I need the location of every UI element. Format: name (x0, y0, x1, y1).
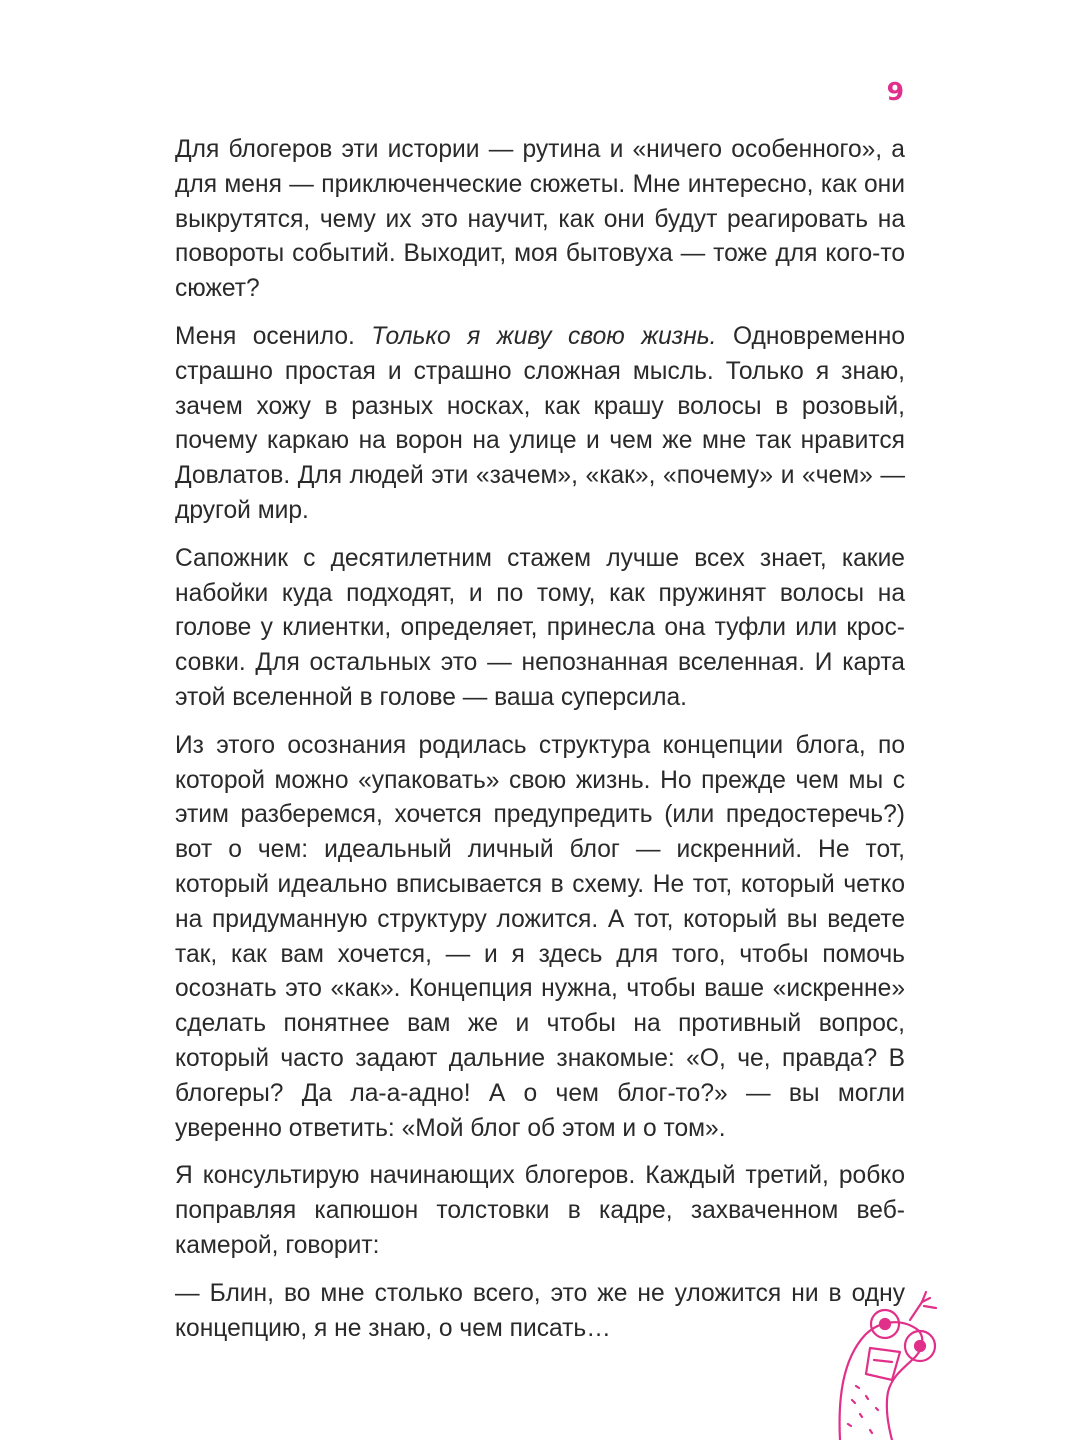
paragraph-2-emphasis: Только я живу свою жизнь. (371, 322, 717, 350)
body-text (175, 133, 905, 1359)
page-number: 9 (886, 77, 904, 106)
pink-doodle-creature-icon (830, 1290, 980, 1440)
paragraph-6: — Блин, во мне столько всего, это же не уложится ни в одну концепцию, я не знаю, о чем писать… (175, 1279, 905, 1342)
paragraph-3: Сапожник с десятилетним стажем лучше всех знает, какие набойки куда подходят, и по тому, как пружинят волосы на голове у клиентки, определяет, принесла она туфли или кроссовки. Для остальных это — непознанная вселенная. И карта этой вселенной в голове — ваша суперсила. (175, 544, 905, 711)
paragraph-4: Из этого осознания родилась структура концепции блога, по которой можно «упаковать» свою жизнь. Но прежде чем мы с этим разберемся, хочется предупредить (или предостеречь?) вот о чем: идеальный личный блог — искренний. Не тот, который идеально вписывается в схему. Не тот, который четко на придуманную структуру ложится. А тот, который вы ведете так, как вам хочется, — и я здесь для того, чтобы помочь осознать это «как». Концепция нужна, чтобы ваше «искренне» сделать понятнее вам же и чтобы на противный вопрос, который часто задают дальние знакомые: «О, че, правда? В блогеры? Да ла-а-адно! А о чем блог-то?» — вы могли уверенно ответить: «Мой блог об этом и о том». (175, 731, 905, 1142)
paragraph-2-lead: Меня осенило. (175, 322, 372, 350)
paragraph-1: Для блогеров эти истории — рутина и «ничего особенного», а для меня — приключенческие сюжеты. Мне интересно, как они выкрутятся, чему их это научит, как они будут реагировать на повороты событий. Выходит, моя бытовуха — тоже для кого-то сюжет? (175, 136, 905, 303)
paragraph-5: Я консультирую начинающих блогеров. Каждый третий, робко поправляя капюшон толстовки в кадре, захваченном вебкамерой, говорит: (175, 1162, 905, 1259)
paragraph-2 (175, 320, 905, 529)
paragraph-2-rest: Одновременно страшно простая и страшно сложная мысль. Только я знаю, зачем хожу в разных носках, как крашу волосы в розовый, почему каркаю на ворон на улице и чем же мне так нравится Довлатов. Для людей эти «зачем», «как», «почему» и «чем» — другой мир. (175, 322, 905, 524)
